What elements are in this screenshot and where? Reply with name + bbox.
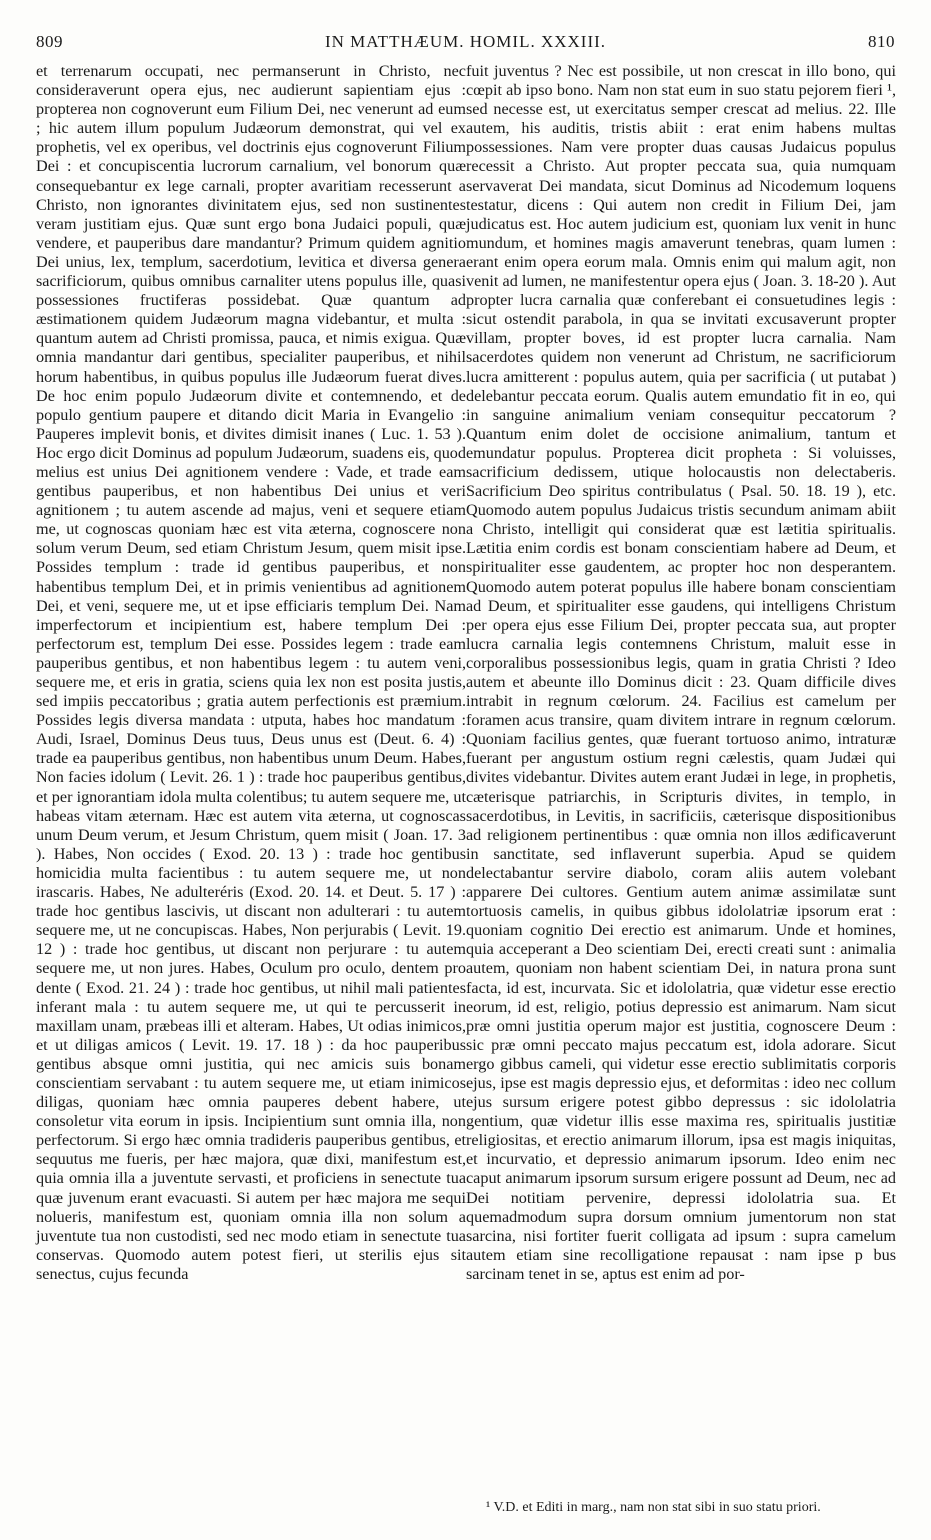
running-header [36,32,895,58]
running-title: IN MATTHÆUM. HOMIL. XXXIII. [324,32,607,51]
right-column-text: fuit juventus ? Nec est possibile, ut non crescat in illo bono, qui cœpit ab ipso bono. Nam non stat eum in suo statu pejorem fieri ¹, sed necesse est, ut exercitatus semper crescat ad melius. 22. Ille autem, his auditis, tristis abiit : erat enim habens multas possessiones. Nam vere propter duas causas Judaicus populus recessit a Christo. Aut propter peccata sua, quia numquam servaverat Dei mandata, sicut Dominus ad Nicodemum loquens testatur, dicens : Qui autem non credit in Filium Dei, jam judicatus est. Hoc autem judicium est, quoniam lux venit in hunc mundum, et homines magis amaverunt tenebras, quam lumen : erant enim opera eorum mala. Omnis enim qui malum agit, non venit ad lumen, ne manifestentur opera ejus ( Joan. 3. 18-20 ). Aut propter lucra carnalia quæ conferebant ei consuetudines legis : sicut ostendit parabola, in qua se invitati excusaverunt propter villam, propter boves, id est propter lucra carnalia. Nam sacerdotes quidem non venerunt ad Christum, ne sacrificiorum lucra amitterent : populus autem, quia per sacrificia ( ut putabat ) delebantur peccata eorum. Qualis autem emundatio fit in eo, qui in sanguine animalium veniam consequitur peccatorum ? Quantum enim dolet de occisione animalium, tantum et emundatur populus. Propterea dicit propheta : Si voluisses, sacrificium dedissem, utique holocaustis non delectaberis. Sacrificium Deo spiritus contribulatus ( Psal. 50. 18. 19 ), etc. Quomodo autem populus Judaicus tristis secundum animam abiit a Christo, intelligit qui considerat quæ est lætitia spiritualis. Lætitia enim cordis est bonam conscientiam habere ad Deum, et spiritualiter esse gaudentem, ac propter hoc non desperantem. Quomodo autem poterat populus ille habere bonam conscientiam ad Deum, et spiritualiter esse gaudens, qui intelligens Christum per opera ejus esse Filium Dei, propter peccata sua, aut propter lucra carnalia legis contemnens Christum, maluit esse in corporalibus possessionibus legis, quam in gratia Christi ? Ideo autem et abeunte illo Dominus dicit : 23. Quam difficile dives intrabit in regnum cœlorum. 24. Facilius est camelum per foramen acus transire, quam divitem intrare in regnum cœlorum. Quoniam facilius gentes, quæ fuerant tortuoso animo, intraturæ fuerant per angustum ostium regni cælestis, quam Judæi qui divites videbantur. Divites autem erant Judæi in lege, in prophetis, cæterisque patriarchis, in Scripturis divites, in templo, in sacerdotibus, in Levitis, in sacrificiis, cæterisque dispositionibus ad religionem pertinentibus : quæ omnia non illos ædificaverunt in sanctitate, sed inflaverunt superbia. Apud se quidem delectabantur servire diabolo, coram aliis autem volebant apparere Dei cultores. Gentium autem animæ assimilatæ sunt tortuosis camelis, in quibus gibbus idololatriæ ipsorum erat : quoniam cognitio Dei erectio est animarum. Unde et homines, quia acceperant a Deo scientiam Dei, erecti creati sunt : animalia autem, quoniam non habent scientiam Dei, in natura prona sunt facta, id est, incurvata. Sic et idololatria, quæ videtur esse erectio eorum, id est, religio, potius depressio est animarum. Nam sicut præ omni justitia operum major est justitia, cognoscere Deum : sic præ omni peccato majus peccatum est, idola adorare. Sicut ergo gibbus cameli, qui videtur esse erectio sublimitatis corporis ejus, ipse est magis depressio ejus, et deformitas : ideo nec collum ejus sursum erigere potest gibbo depressus : sic idololatria gentium, quæ videtur illis esse maxima res, spiritualis justitiæ religiositas, et erectio animarum illorum, ipsa est magis iniquitas, et incurvatio, et depressio animarum ipsorum. Ideo enim nec caput animarum ipsorum sursum erigere possunt ad Deum, nec ad Dei notitiam pervenire, depressi idololatria sua. Et quemadmodum supra dorsum omnium jumentorum non stat sarcina, nisi fortiter fuerit colligata ad ipsum : supra camelum autem etiam sine recolligatione repausat : nam ipse p bus sarcinam tenet in se, aptus est enim ad por- [466,62,896,1283]
left-column-text: et terrenarum occupati, nec permanserunt in Christo, nec consideraverunt opera ejus, nec audierunt sapientiam ejus : propterea non cognoverunt eum Filium Dei, nec venerunt ad eum ; hic autem illum populum Judæorum demonstrat, qui vel ex prophetis, vel ex operibus, vel doctrinis ejus cognoverunt Filium Dei : et concupiscentia lucrorum carnalium, vel bonorum quæ consequebantur ex lege carnali, propter avaritiam recesserunt a Christo, non ignorantes divinitatem ejus, sed non sustinentes veram justitiam ejus. Quæ sunt ergo bona Judaici populi, quæ vendere, et pauperibus dare mandantur? Primum quidem agnitio Dei unius, lex, templum, sacerdotium, levitica et diversa genera sacrificiorum, quibus omnibus carnaliter utens populus ille, quasi possessiones fructiferas possidebat. Quæ quantum ad æstimationem quidem Judæorum magna videbantur, et multa : quantum autem ad Christi promissa, pauca, et nimis exigua. Quæ omnia mandantur dari gentibus, specialiter pauperibus, et nihil horum habentibus, in quibus populus ille Judæorum fuerat dives. De hoc enim populo Judæorum divite et contemnendo, et de populo gentium paupere et ditando dicit Maria in Evangelio : Pauperes implevit bonis, et divites dimisit inanes ( Luc. 1. 53 ). Hoc ergo dicit Dominus ad populum Judæorum, suadens eis, quod melius est unius Dei agnitionem vendere : Vade, et trade eam gentibus pauperibus, et non habentibus Dei unius et veri agnitionem ; tu autem ascende ad majus, veni et sequere etiam me, ut cognoscas quoniam hæc est vita æterna, cognoscere non solum verum Deum, sed etiam Christum Jesum, quem misit ipse. Possides templum : trade id gentibus pauperibus, et non habentibus templum Dei, et in primis venientibus ad agnitionem Dei, et veni, sequere me, ut et ipse efficiaris templum Dei. Nam imperfectorum et incipientium est, habere templum Dei : perfectorum est, templum Dei esse. Possides legem : trade eam pauperibus gentibus, et non habentibus legem : tu autem veni, sequere me, et eris in gratia, sciens quia lex non est posita justis, sed impiis peccatoribus ; gratia autem perfectionis est præmium. Possides legis diversa mandata : utputa, habes hoc mandatum : Audi, Israel, Dominus Deus tuus, Deus unus est (Deut. 6. 4) : trade ea pauperibus gentibus, non habentibus unum Deum. Habes, Non facies idolum ( Levit. 26. 1 ) : trade hoc pauperibus gentibus, et per ignorantiam idola multa colentibus; tu autem sequere me, ut habeas vitam æternam. Hæc est autem vita æterna, ut cognoscas unum Deum verum, et Jesum Christum, quem misit ( Joan. 17. 3 ). Habes, Non occides ( Exod. 20. 13 ) : trade hoc gentibus homicidia multa facientibus : tu autem sequere me, ut non irascaris. Habes, Ne adulteréris (Exod. 20. 14. et Deut. 5. 17 ) : trade hoc gentibus lascivis, ut discant non adulterari : tu autem sequere me, ut ne concupiscas. Habes, Non perjurabis ( Levit. 19. 12 ) : trade hoc gentibus, ut discant non perjurare : tu autem sequere me, ut non jures. Habes, Oculum pro oculo, dentem pro dente ( Exod. 21. 24 ) : trade hoc gentibus, ut nihil mali patientes inferant mala : tu autem sequere me, ut qui te percusserit in maxillam unam, præbeas illi et alteram. Habes, Ut odias inimicos, et ut diligas amicos ( Levit. 19. 17. 18 ) : da hoc pauperibus gentibus absque omni justitia, qui nec amicis suis bonam conscientiam servabant : tu autem sequere me, ut etiam inimicos diligas, quoniam hæc omnia pauperes debent habere, ut consoletur vita eorum in ipsis. Incipientium sunt omnia illa, non perfectorum. Si ergo hæc omnia tradideris pauperibus gentibus, et sequutus me fueris, per hæc majora, quæ dixi, manifestum est, quia omnia illa a juventute servasti, et proficiens in senectute tua quæ juvenum erant evacuasti. Si autem per hæc majora me sequi nolueris, manifestum est, quoniam omnia illa non solum a juventute tua non custodisti, sed nec modo etiam in senectute tua conservas. Quomodo autem potest fieri, ut sterilis ejus sit senectus, cujus fecunda [36,62,466,1283]
page-number-left: 809 [36,32,63,51]
footnote: ¹ V.D. et Editi in marg., nam non stat sibi in suo statu priori. [486,1500,821,1515]
right-column [466,62,896,1284]
page-number-right: 810 [868,32,895,51]
left-column [36,62,466,1284]
column-divider [460,60,461,1482]
